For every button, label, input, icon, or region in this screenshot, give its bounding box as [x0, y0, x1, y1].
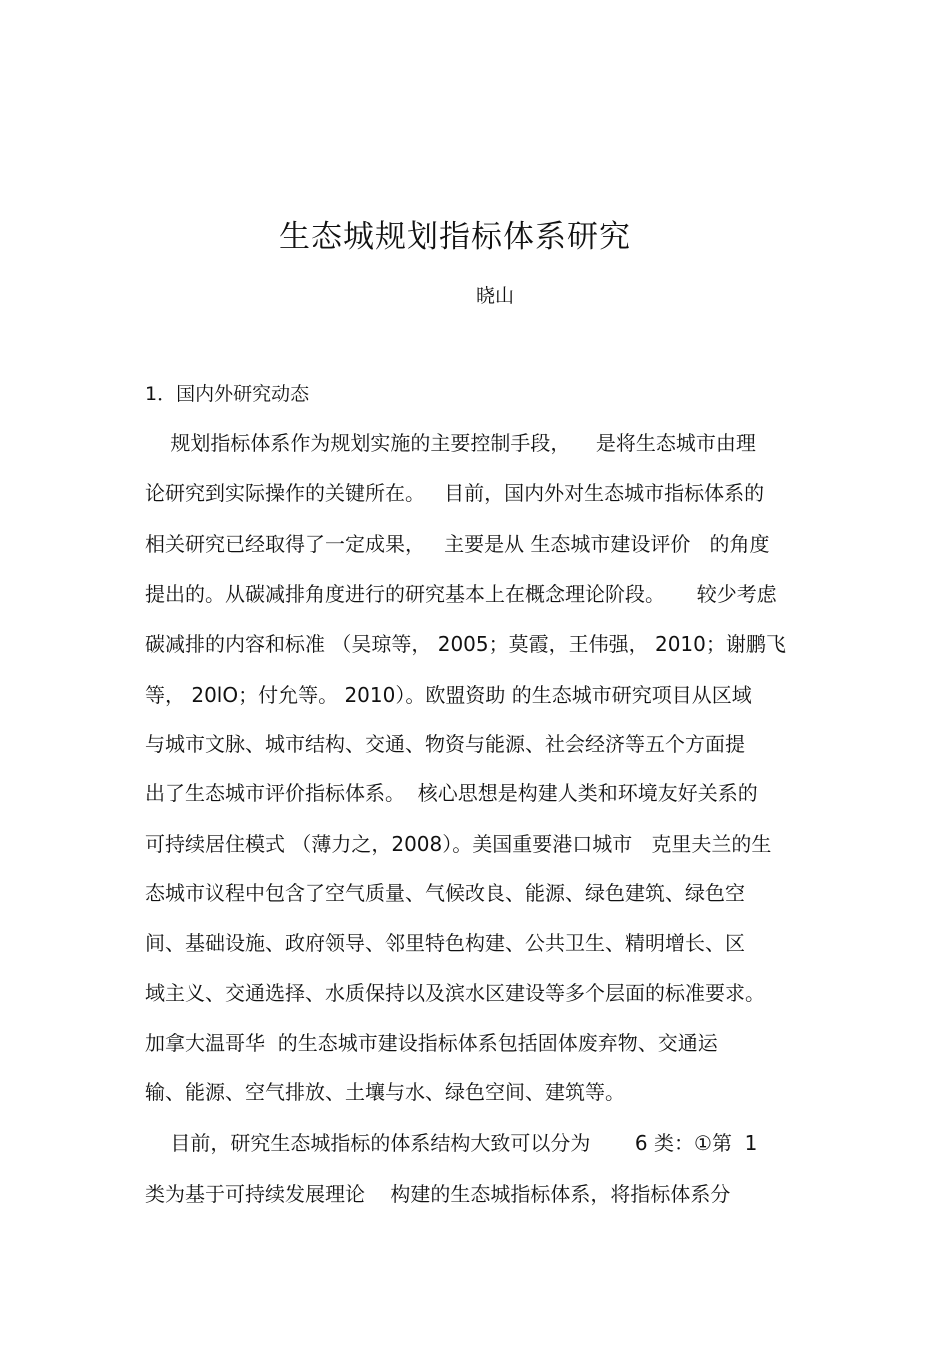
body-line: 提出的。从碳减排角度进行的研究基本上在概念理论阶段。 较少考虑: [145, 582, 777, 606]
body-line: 等， 20lO；付允等。 2010）。欧盟资助 的生态城市研究项目从区域: [145, 683, 752, 707]
body-line: 出了生态城市评价指标体系。 核心思想是构建人类和环境友好关系的: [145, 781, 758, 805]
body-line: 碳减排的内容和标准 （吴琼等， 2005；莫霞，王伟强， 2010；谢鹏飞: [145, 632, 786, 656]
body-line: 间、基础设施、政府领导、邻里特色构建、公共卫生、精明增长、区: [145, 931, 745, 955]
section-heading: 1．国内外研究动态: [145, 383, 310, 405]
body-line: 域主义、交通选择、水质保持以及滨水区建设等多个层面的标准要求。: [145, 981, 765, 1005]
body-line: 与城市文脉、城市结构、交通、物资与能源、社会经济等五个方面提: [145, 732, 745, 756]
body-line: 加拿大温哥华 的生态城市建设指标体系包括固体废弃物、交通运: [145, 1031, 718, 1055]
document-author: 晓山: [475, 285, 514, 307]
body-line: 目前，研究生态城指标的体系结构大致可以分为 6 类：①第 1: [145, 1131, 758, 1155]
document-title: 生态城规划指标体系研究: [279, 219, 631, 255]
body-line: 输、能源、空气排放、土壤与水、绿色空间、建筑等。: [145, 1080, 625, 1104]
body-line: 类为基于可持续发展理论 构建的生态城指标体系，将指标体系分: [145, 1182, 731, 1206]
body-line: 论研究到实际操作的关键所在。 目前，国内外对生态城市指标体系的: [145, 481, 765, 505]
body-line: 规划指标体系作为规划实施的主要控制手段， 是将生态城市由理: [145, 431, 756, 455]
body-line: 相关研究已经取得了一定成果， 主要是从 生态城市建设评价 的角度: [145, 532, 770, 556]
body-line: 态城市议程中包含了空气质量、气候改良、能源、绿色建筑、绿色空: [145, 881, 745, 905]
body-line: 可持续居住模式 （薄力之，2008）。美国重要港口城市 克里夫兰的生: [145, 832, 772, 856]
